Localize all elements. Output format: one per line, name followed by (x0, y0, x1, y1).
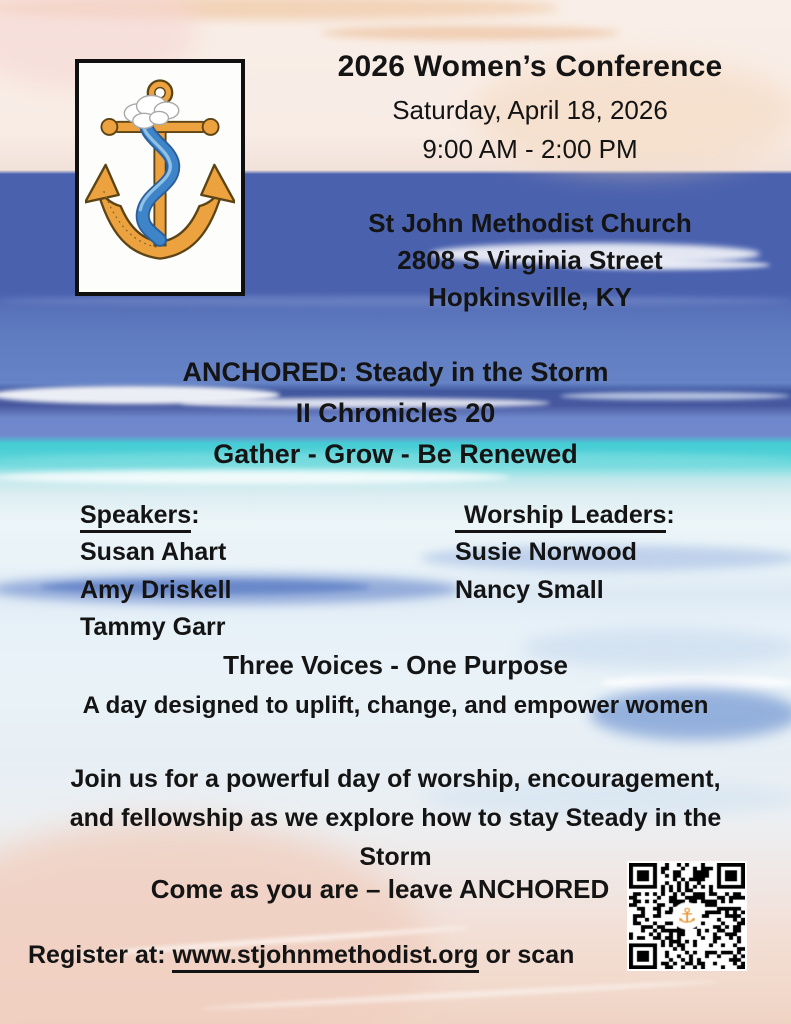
theme-block (0, 352, 791, 475)
venue-name: St John Methodist Church (368, 208, 692, 238)
venue-block (270, 205, 790, 316)
worship-heading-text: Worship Leaders (455, 501, 666, 533)
closing-line: Come as you are – leave ANCHORED (150, 874, 610, 904)
tagline-subtitle: A day designed to uplift, change, and empower women (82, 692, 709, 719)
conference-date: Saturday, April 18, 2026 (392, 95, 668, 125)
header-block (270, 50, 790, 165)
anchor-logo-box (75, 59, 245, 296)
speakers-heading-colon: : (191, 501, 200, 529)
invitation-line: Join us for a powerful day of worship, encouragement, (70, 765, 721, 793)
conference-title: 2026 Women’s Conference (337, 50, 723, 83)
invitation-line: Storm (359, 843, 432, 871)
speaker-name: Susan Ahart (80, 538, 227, 567)
theme-title: ANCHORED: Steady in the Storm (182, 357, 609, 387)
venue-street: 2808 S Virginia Street (397, 245, 663, 275)
tagline-title: Three Voices - One Purpose (223, 650, 568, 680)
worship-heading (455, 497, 775, 534)
conference-time: 9:00 AM - 2:00 PM (422, 134, 638, 164)
speakers-heading (80, 497, 380, 534)
speakers-heading-text: Speakers (80, 501, 191, 533)
venue-city: Hopkinsville, KY (428, 282, 632, 312)
tagline-block (0, 650, 791, 720)
theme-scripture: II Chronicles 20 (295, 398, 496, 428)
orange-brush-streak (320, 26, 620, 40)
register-suffix: or scan (478, 941, 575, 969)
speaker-name: Amy Driskell (80, 575, 232, 604)
worship-leader-name: Nancy Small (455, 575, 604, 604)
worship-heading-colon: : (666, 501, 675, 529)
register-line (28, 941, 768, 970)
speakers-column (80, 497, 380, 647)
worship-leader-name: Susie Norwood (455, 538, 637, 567)
invitation-paragraph (0, 760, 791, 877)
invitation-line: and fellowship as we explore how to stay Steady in the (69, 804, 722, 832)
register-url[interactable]: www.stjohnmethodist.org (172, 941, 478, 973)
speaker-name: Tammy Garr (80, 613, 226, 642)
register-prefix: Register at: (28, 941, 173, 969)
worship-leaders-column (455, 497, 775, 609)
theme-motto: Gather - Grow - Be Renewed (213, 439, 578, 469)
anchor-wave-icon (85, 72, 235, 284)
